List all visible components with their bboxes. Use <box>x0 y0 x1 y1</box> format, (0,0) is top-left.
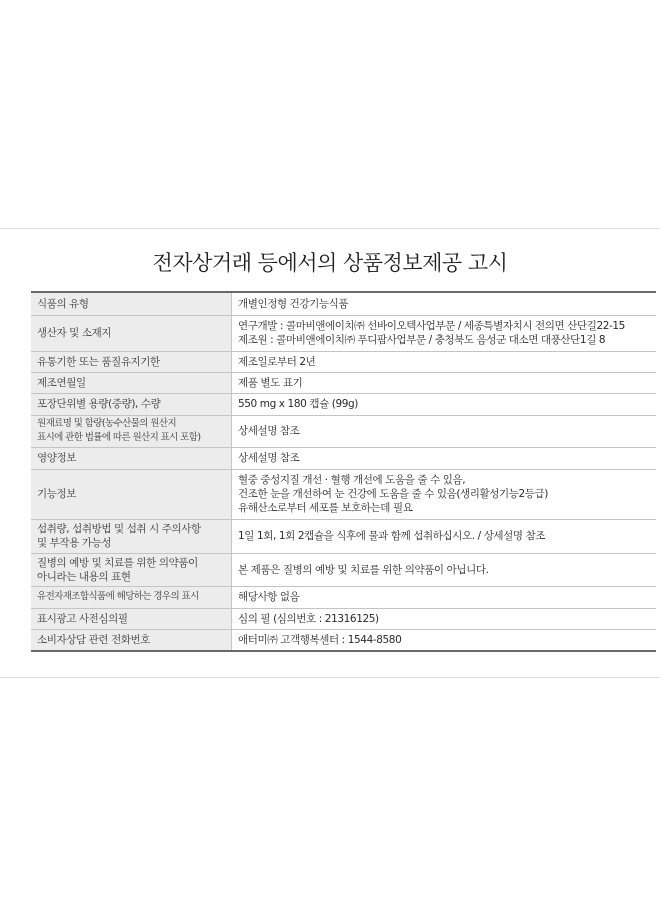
row-label: 생산자 및 소재지 <box>31 315 232 351</box>
row-value: 연구개발 : 콜마비앤에이치㈜ 선바이오텍사업부문 / 세종특별자치시 전의면 산단길22-15 제조원 : 콜마비앤에이치㈜ 푸디팜사업부문 / 충청북도 음성군 대소면 대풍산단1길 8 <box>232 315 657 351</box>
table-row <box>31 393 656 415</box>
table-row <box>31 629 656 651</box>
row-label: 섭취량, 섭취방법 및 섭취 시 주의사항 및 부작용 가능성 <box>31 519 232 553</box>
row-value: 제품 별도 표기 <box>232 372 657 393</box>
product-info-table <box>31 291 656 652</box>
row-value: 상세설명 참조 <box>232 415 657 447</box>
row-label: 기능정보 <box>31 469 232 519</box>
row-label: 유통기한 또는 품질유지기한 <box>31 351 232 372</box>
table-row <box>31 292 656 315</box>
table-row <box>31 519 656 553</box>
table-row <box>31 447 656 469</box>
table-row <box>31 608 656 629</box>
row-value: 애터미㈜ 고객행복센터 : 1544-8580 <box>232 629 657 651</box>
row-value: 본 제품은 질병의 예방 및 치료를 위한 의약품이 아닙니다. <box>232 553 657 586</box>
row-label: 포장단위별 용량(중량), 수량 <box>31 393 232 415</box>
row-label: 표시광고 사전심의필 <box>31 608 232 629</box>
row-label: 유전자재조합식품에 해당하는 경우의 표시 <box>31 586 232 608</box>
row-label: 식품의 유형 <box>31 292 232 315</box>
table-row <box>31 315 656 351</box>
row-value: 심의 필 (심의번호 : 21316125) <box>232 608 657 629</box>
product-info-notice <box>0 228 660 678</box>
table-row <box>31 415 656 447</box>
row-label: 영양정보 <box>31 447 232 469</box>
row-value: 상세설명 참조 <box>232 447 657 469</box>
table-row <box>31 469 656 519</box>
row-value: 제조일로부터 2년 <box>232 351 657 372</box>
table-row <box>31 351 656 372</box>
row-value: 혈중 중성지질 개선 · 혈행 개선에 도움을 줄 수 있음, 건조한 눈을 개선하여 눈 건강에 도움을 줄 수 있음(생리활성기능2등급) 유해산소로부터 세포를 보호하는데 필요 <box>232 469 657 519</box>
row-value: 1일 1회, 1회 2캡슐을 식후에 물과 함께 섭취하십시오. / 상세설명 참조 <box>232 519 657 553</box>
row-value: 550 mg x 180 캡슐 (99g) <box>232 393 657 415</box>
table-row <box>31 372 656 393</box>
row-label: 원재료명 및 함량(농수산물의 원산지 표시에 관한 법률에 따른 원산지 표시 포함) <box>31 415 232 447</box>
row-value: 개별인정형 건강기능식품 <box>232 292 657 315</box>
notice-title: 전자상거래 등에서의 상품정보제공 고시 <box>152 251 508 275</box>
table-row <box>31 553 656 586</box>
row-label: 질병의 예방 및 치료를 위한 의약품이 아니라는 내용의 표현 <box>31 553 232 586</box>
row-value: 해당사항 없음 <box>232 586 657 608</box>
table-row <box>31 586 656 608</box>
row-label: 소비자상담 관련 전화번호 <box>31 629 232 651</box>
row-label: 제조연월일 <box>31 372 232 393</box>
